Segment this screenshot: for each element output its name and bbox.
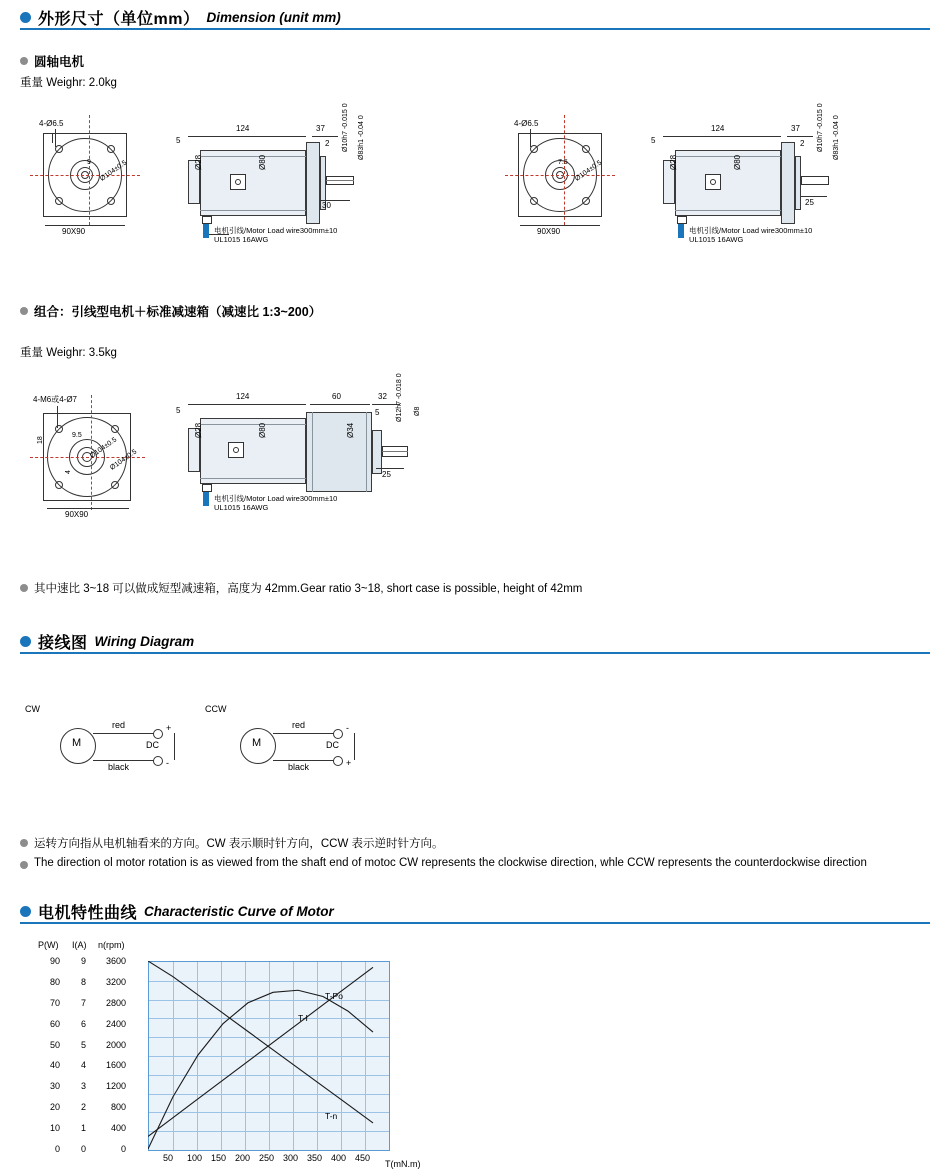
chart-x-tick-label: 450 [355,1153,371,1163]
drawing3-side-view [170,373,430,527]
note-rotation-cn [20,835,920,851]
d3-pcd2: Ø104±0.5 [109,448,139,472]
d2-d28: Ø28 [669,154,678,170]
d3-len-body: 124 [236,392,250,401]
d3-shaft-len: 9.5 [72,432,82,439]
cw-minus: - [166,758,169,768]
section2-title-cn: 接线图 [38,635,88,652]
chart-tick-label: 0 [80,1144,86,1154]
chart-x-tick-label: 100 [187,1153,203,1163]
chart-series-t-po [148,990,373,1149]
sub1-weight: 重量 Weighr: 2.0kg [20,77,117,89]
section2-title-en: Wiring Diagram [94,634,195,649]
chart-xlabel: T(mN.m) [385,1159,421,1169]
cw-plus: + [166,723,172,733]
sub2-weight: 重量 Weighr: 3.5kg [20,347,117,359]
chart-tick-label: 80 [49,976,60,987]
chart-x-tick-label: 400 [331,1153,347,1163]
d1-len-body: 124 [236,124,250,133]
chart-x-tick-label: 150 [211,1153,227,1163]
chart-tick-label: 5 [80,1039,86,1050]
cw-title: CW [25,704,40,714]
cw-supply-label: DC [146,740,159,750]
chart-series-label-t-i: T-I [298,1013,308,1023]
dot-icon [20,839,28,847]
chart-x-tick-label: 50 [163,1153,174,1163]
d2-len-body: 124 [711,124,725,133]
chart-axis-name-0: P(W) [38,940,59,950]
note-gear-ratio [20,580,920,596]
drawing2-side-view [645,103,860,245]
chart-tick-label: 2800 [105,997,126,1008]
d3-d34: Ø34 [346,422,355,438]
d2-square: 90X90 [537,227,561,236]
wiring-diagram-cw [20,700,220,790]
d2-d80: Ø80 [733,154,742,170]
d1-wire2: UL1015 16AWG [214,235,269,245]
chart-axis-name-1: I(A) [72,940,87,950]
chart-tick-label: 4 [80,1060,86,1071]
d3-wire2: UL1015 16AWG [214,503,269,513]
d3-len-5a: 5 [176,406,181,415]
d1-d10h7: Ø10h7 -0.015 0 [342,103,349,152]
section-heading-wiring [20,630,194,653]
d3-depth: 18 [37,436,44,444]
d1-holes: 4-Ø6.5 [39,119,64,128]
bullet-icon [20,906,31,917]
chart-series-label-t-po: T-Po [325,991,343,1001]
dot-icon [20,307,28,315]
chart-x-tick-label: 200 [235,1153,251,1163]
chart-tick-label: 1 [80,1123,86,1134]
ccw-plus: + [346,758,352,768]
d1-len-5: 5 [176,136,181,145]
sub1-label: 圆轴电机 [34,55,85,69]
d3-holes: 4-M6或4-Ø7 [33,395,78,404]
chart-tick-label: 8 [80,976,86,987]
characteristic-curve-chart [20,935,440,1169]
note2-text: 运转方向指从电机轴看来的方向。CW 表示顺时针方向，CCW 表示逆时针方向。 [34,838,444,850]
subsection-gearbox-combo [20,302,321,320]
cw-motor-label: M [72,737,82,749]
section3-title-en: Characteristic Curve of Motor [144,904,334,919]
divider [20,652,930,654]
d3-square: 90X90 [65,510,89,519]
drawing1-front-view [25,115,145,245]
dot-icon [20,584,28,592]
d2-len-25: 25 [805,198,814,207]
d2-len-front: 37 [791,124,800,133]
d1-d83h1: Ø83h1 -0.04 0 [358,115,365,160]
chart-tick-label: 400 [110,1123,126,1134]
chart-tick-label: 0 [54,1144,60,1154]
chart-tick-label: 7 [80,997,86,1008]
section1-title-en: Dimension (unit mm) [206,10,341,25]
dot-icon [20,861,28,869]
chart-tick-label: 2 [80,1102,86,1113]
ccw-minus: - [346,723,349,733]
d3-len-32: 32 [378,392,387,401]
d3-d80: Ø80 [258,422,267,438]
note1-text: 其中速比 3~18 可以做成短型减速箱，高度为 42mm.Gear ratio 3~18, short case is possible, height of 42mm [34,583,583,595]
chart-tick-label: 800 [110,1102,126,1113]
bullet-icon [20,636,31,647]
chart-tick-label: 60 [49,1018,60,1029]
sub2-label: 组合：引线型电机＋标准减速箱（减速比 1:3~200） [34,305,322,319]
section-heading-dimension [20,6,341,29]
note-rotation-en [20,857,930,869]
chart-tick-label: 1200 [105,1081,126,1092]
chart-x-tick-label: 350 [307,1153,323,1163]
d3-depth2: 4 [65,470,72,474]
chart-tick-label: 2400 [105,1018,126,1029]
ccw-red-label: red [292,720,306,730]
d3-d12h7: Ø12h7 -0.018 0 [396,373,403,422]
d3-d8: Ø8 [414,406,421,416]
d1-pcd: Ø104±0.5 [99,159,129,183]
chart-curves [148,961,388,1149]
chart-tick-label: 20 [49,1102,60,1113]
chart-tick-label: 30 [49,1081,60,1092]
d2-wire2: UL1015 16AWG [689,235,744,245]
chart-tick-label: 3200 [105,976,126,987]
divider [20,922,930,924]
dot-icon [20,57,28,65]
chart-x-tick-label: 300 [283,1153,299,1163]
d2-holes: 4-Ø6.5 [514,119,539,128]
drawing1-side-view [170,103,380,245]
d2-len-2: 2 [800,139,805,148]
chart-tick-label: 9 [80,956,86,966]
d1-square: 90X90 [62,227,86,236]
d1-len-30: 30 [322,201,331,210]
d1-wire1: 电机引线/Motor Load wire300mm±10 [214,226,338,235]
note3-text: The direction ol motor rotation is as viewed from the shaft end of motoc CW represents the clockwise direction, whle CCW represents the counterdockwise direction [34,857,867,869]
section1-title-cn: 外形尺寸（单位mm） [38,11,200,28]
ccw-title: CCW [205,704,227,714]
d1-d28: Ø28 [194,154,203,170]
chart-tick-label: 90 [49,956,60,966]
d1-len-front: 37 [316,124,325,133]
chart-tick-label: 40 [49,1060,60,1071]
d1-len-2: 2 [325,139,330,148]
cw-red-label: red [112,720,126,730]
cw-black-label: black [108,762,130,772]
chart-tick-label: 1600 [105,1060,126,1071]
drawing3-front-view [25,388,150,528]
subsection-round-shaft-motor [20,52,84,70]
chart-tick-label: 70 [49,997,60,1008]
ccw-supply-label: DC [326,740,339,750]
drawing2-front-view [500,115,620,245]
ccw-motor-label: M [252,737,262,749]
d2-d83h1: Ø83h1 -0.04 0 [833,115,840,160]
section-heading-curve [20,900,334,923]
d2-pcd: Ø104±0.5 [574,159,604,183]
chart-tick-label: 3600 [105,956,126,966]
d3-len-25: 25 [382,470,391,479]
d1-shaft-len: 9 [87,159,91,166]
chart-series-t-n [148,961,373,1123]
d2-wire1: 电机引线/Motor Load wire300mm±10 [689,226,813,235]
chart-tick-label: 50 [49,1039,60,1050]
chart-tick-label: 0 [120,1144,126,1154]
ccw-black-label: black [288,762,310,772]
chart-tick-label: 10 [49,1123,60,1134]
chart-axis-name-2: n(rpm) [98,940,125,950]
section3-title-cn: 电机特性曲线 [38,905,138,922]
chart-series-label-t-n: T-n [325,1111,338,1121]
chart-tick-label: 2000 [105,1039,126,1050]
divider [20,28,930,30]
d2-d10h7: Ø10h7 -0.015 0 [817,103,824,152]
d3-len-gear: 60 [332,392,341,401]
d3-pcd: Ø104±0.5 [89,436,119,460]
chart-tick-label: 6 [80,1018,86,1029]
d2-shaft-len: 7.5 [558,159,568,166]
d2-len-5: 5 [651,136,656,145]
d3-d28: Ø28 [194,422,203,438]
bullet-icon [20,12,31,23]
wiring-diagram-ccw [200,700,410,790]
d3-len-5b: 5 [375,408,380,417]
chart-tick-label: 3 [80,1081,86,1092]
d1-d80: Ø80 [258,154,267,170]
d3-wire1: 电机引线/Motor Load wire300mm±10 [214,494,338,503]
chart-x-tick-label: 250 [259,1153,275,1163]
